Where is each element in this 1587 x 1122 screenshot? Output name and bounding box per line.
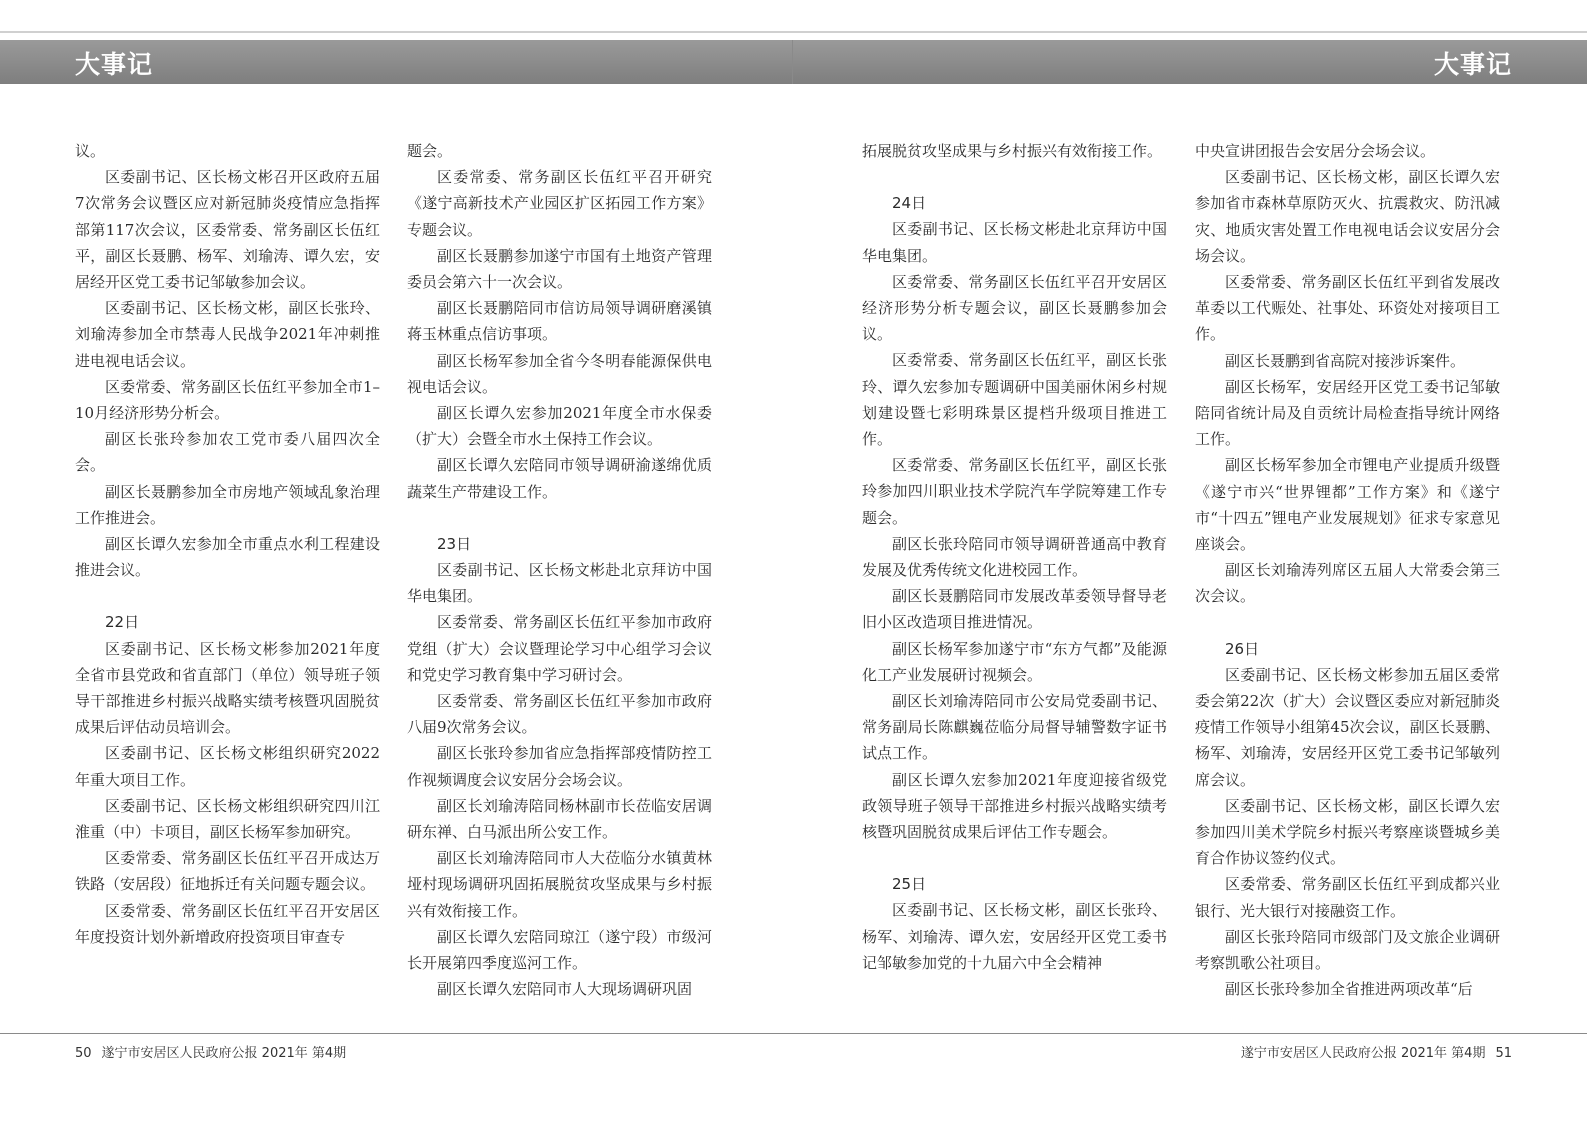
paragraph: 区委常委、常务副区长伍红平到省发展改革委以工代赈处、社事处、环资处对接项目工作。 [1195, 273, 1500, 344]
paragraph: 区委副书记、区长杨文彬，副区长张玲、刘瑜涛参加全市禁毒人民战争2021年冲刺推进电视电话会议。 [75, 299, 380, 370]
paragraph: 副区长刘瑜涛陪同市公安局党委副书记、常务副局长陈麒巍莅临分局督导辅警数字证书试点工作。 [862, 692, 1167, 763]
paragraph: 副区长谭久宏陪同市领导调研渝遂绵优质蔬菜生产带建设工作。 [407, 456, 712, 501]
paragraph: 区委常委、常务副区长伍红平，副区长张玲、谭久宏参加专题调研中国美丽休闲乡村规划建设暨七彩明珠景区提档升级项目推进工作。 [862, 351, 1167, 449]
paragraph: 区委常委、常务副区长伍红平参加全市1–10月经济形势分析会。 [75, 377, 380, 423]
page-number-left: 50 [75, 1046, 92, 1061]
paragraph: 副区长刘瑜涛列席区五届人大常委会第三次会议。 [1195, 561, 1500, 606]
paragraph: 区委副书记、区长杨文彬，副区长谭久宏参加四川美术学院乡村振兴考察座谈暨城乡美育合作协议签约仪式。 [1195, 796, 1500, 868]
paragraph: 副区长张玲参加全省推进两项改革“后 [1225, 980, 1473, 999]
paragraph: 副区长聂鹏陪同市发展改革委领导督导老旧小区改造项目推进情况。 [862, 587, 1167, 632]
paragraph: 副区长张玲参加省应急指挥部疫情防控工作视频调度会议安居分会场会议。 [407, 744, 712, 789]
top-rule [0, 31, 1587, 33]
paragraph: 副区长张玲参加农工党市委八届四次全会。 [75, 430, 380, 475]
paragraph: 区委常委、常务副区长伍红平召开成达万铁路（安居段）征地拆迁有关问题专题会议。 [75, 849, 380, 894]
paragraph-continuation: 拓展脱贫攻坚成果与乡村振兴有效衔接工作。 [862, 142, 1163, 160]
paragraph: 副区长谭久宏陪同市人大现场调研巩固 [437, 980, 693, 999]
paragraph: 区委副书记、区长杨文彬参加五届区委常委会第22次（扩大）会议暨区委应对新冠肺炎疫情工作领导小组第45次会议，副区长聂鹏、杨军、刘瑜涛，安居经开区党工委书记邹敏列席会议。 [1195, 665, 1500, 789]
paragraph: 副区长杨军，安居经开区党工委书记邹敏陪同省统计局及自贡统计局检查指导统计网络工作。 [1195, 377, 1500, 449]
text-column-3 [862, 138, 1167, 976]
text-column-4 [1195, 138, 1500, 1003]
paragraph: 区委副书记、区长杨文彬赴北京拜访中国华电集团。 [407, 561, 712, 606]
paragraph-continuation: 中央宣讲团报告会安居分会场会议。 [1195, 142, 1436, 160]
paragraph: 区委副书记、区长杨文彬赴北京拜访中国华电集团。 [862, 220, 1167, 265]
paragraph: 副区长聂鹏陪同市信访局领导调研磨溪镇蒋玉林重点信访事项。 [407, 299, 712, 344]
publication-title-right: 遂宁市安居区人民政府公报 2021年 第4期 [1240, 1046, 1486, 1061]
page-number-right: 51 [1495, 1046, 1512, 1061]
paragraph: 副区长聂鹏到省高院对接涉诉案件。 [1225, 351, 1466, 370]
header-band [0, 40, 1587, 84]
paragraph: 区委副书记、区长杨文彬参加2021年度全省市县党政和省直部门（单位）领导班子领导干部推进乡村振兴战略实绩考核暨巩固脱贫成果后评估动员培训会。 [75, 639, 380, 737]
date-heading: 25日 [892, 875, 927, 894]
paragraph: 区委副书记、区长杨文彬组织研究四川江淮重（中）卡项目，副区长杨军参加研究。 [75, 796, 380, 842]
paragraph: 区委常委、常务副区长伍红平召开安居区经济形势分析专题会议，副区长聂鹏参加会议。 [862, 272, 1167, 344]
paragraph: 区委常委、常务副区长伍红平召开研究《遂宁高新技术产业园区扩区拓园工作方案》专题会议。 [407, 168, 712, 239]
publication-title-left: 遂宁市安居区人民政府公报 2021年 第4期 [101, 1046, 347, 1061]
footer-left [75, 1042, 356, 1061]
footer-right [1231, 1042, 1512, 1061]
paragraph: 副区长张玲陪同市领导调研普通高中教育发展及优秀传统文化进校园工作。 [862, 534, 1167, 580]
paragraph: 副区长谭久宏参加2021年度迎接省级党政领导班子领导干部推进乡村振兴战略实绩考核暨巩固脱贫成果后评估工作专题会。 [862, 770, 1167, 842]
date-heading: 26日 [1225, 639, 1260, 658]
paragraph: 区委副书记、区长杨文彬，副区长谭久宏参加省市森林草原防灭火、抗震救灾、防汛减灾、地质灾害处置工作电视电话会议安居分会场会议。 [1195, 168, 1500, 265]
date-heading: 24日 [892, 194, 927, 213]
paragraph-continuation: 题会。 [407, 142, 453, 160]
text-column-1 [75, 138, 380, 950]
paragraph: 区委副书记、区长杨文彬召开区政府五届7次常务会议暨区应对新冠肺炎疫情应急指挥部第117次会议，区委常委、常务副区长伍红平，副区长聂鹏、杨军、刘瑜涛、谭久宏，安居经开区党工委书记邹敏参加会议。 [75, 168, 380, 292]
paragraph: 副区长聂鹏参加全市房地产领域乱象治理工作推进会。 [75, 482, 380, 527]
text-column-2 [407, 138, 712, 1003]
page-fold [792, 40, 793, 84]
paragraph: 区委常委、常务副区长伍红平召开安居区年度投资计划外新增政府投资项目审查专 [75, 901, 380, 946]
paragraph: 区委常委、常务副区长伍红平参加市政府党组（扩大）会议暨理论学习中心组学习会议和党史学习教育集中学习研讨会。 [407, 613, 712, 684]
paragraph: 区委常委、常务副区长伍红平参加市政府八届9次常务会议。 [407, 692, 712, 737]
section-title-left: 大事记 [75, 50, 154, 79]
paragraph: 区委副书记、区长杨文彬组织研究2022年重大项目工作。 [75, 744, 380, 789]
paragraph: 副区长刘瑜涛陪同杨林副市长莅临安居调研东禅、白马派出所公安工作。 [407, 796, 712, 842]
paragraph: 区委常委、常务副区长伍红平，副区长张玲参加四川职业技术学院汽车学院筹建工作专题会。 [862, 456, 1167, 527]
paragraph: 副区长谭久宏陪同琼江（遂宁段）市级河长开展第四季度巡河工作。 [407, 927, 712, 973]
paragraph: 副区长刘瑜涛陪同市人大莅临分水镇黄林垭村现场调研巩固拓展脱贫攻坚成果与乡村振兴有效衔接工作。 [407, 849, 712, 920]
paragraph: 副区长聂鹏参加遂宁市国有土地资产管理委员会第六十一次会议。 [407, 246, 712, 292]
paragraph: 副区长杨军参加遂宁市“东方气都”及能源化工产业发展研讨视频会。 [862, 639, 1167, 684]
paragraph: 副区长张玲陪同市级部门及文旅企业调研考察凯歌公社项目。 [1195, 927, 1500, 973]
paragraph: 副区长杨军参加全省今冬明春能源保供电视电话会议。 [407, 351, 712, 396]
paragraph: 副区长谭久宏参加全市重点水利工程建设推进会议。 [75, 535, 380, 580]
date-heading: 22日 [105, 613, 140, 632]
paragraph: 副区长杨军参加全市锂电产业提质升级暨《遂宁市兴“世界锂都”工作方案》和《遂宁市“十四五”锂电产业发展规划》征求专家意见座谈会。 [1195, 456, 1500, 554]
paragraph: 副区长谭久宏参加2021年度全市水保委（扩大）会暨全市水土保持工作会议。 [407, 404, 712, 449]
footer-rule [0, 1033, 1587, 1034]
paragraph: 区委副书记、区长杨文彬，副区长张玲、杨军、刘瑜涛、谭久宏，安居经开区党工委书记邹敏参加党的十九届六中全会精神 [862, 901, 1167, 972]
paragraph-continuation: 议。 [75, 142, 106, 160]
paragraph: 区委常委、常务副区长伍红平到成都兴业银行、光大银行对接融资工作。 [1195, 875, 1500, 920]
date-heading: 23日 [437, 534, 472, 553]
section-title-right: 大事记 [1433, 50, 1512, 79]
